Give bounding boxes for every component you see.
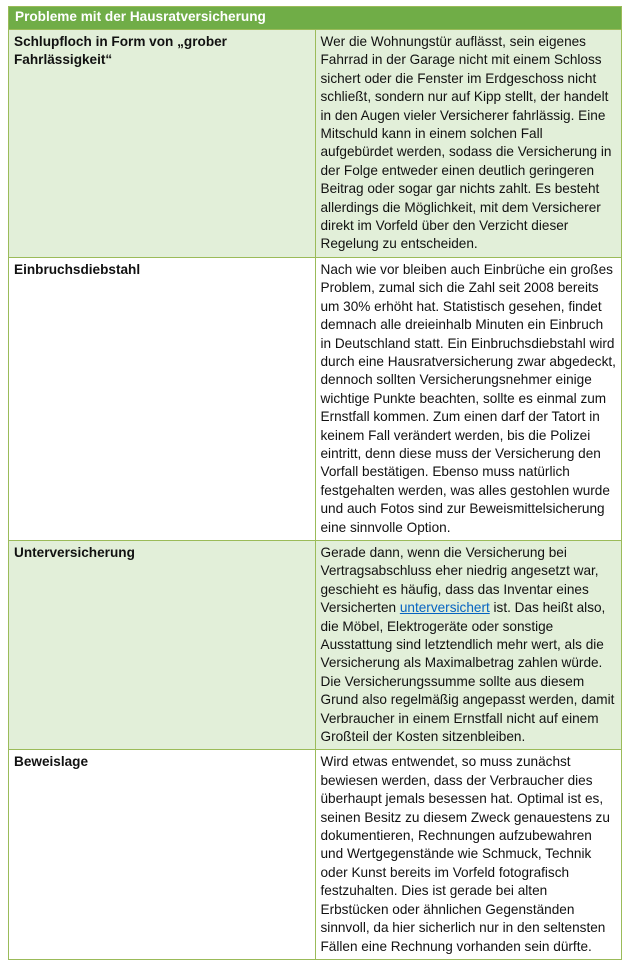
row-label-beweislage: Beweislage bbox=[9, 750, 316, 959]
unterversichert-link[interactable]: unterversichert bbox=[399, 600, 490, 616]
table-row bbox=[9, 540, 622, 749]
insurance-problems-table bbox=[8, 6, 622, 960]
row-text-beweislage: Wird etwas entwendet, so muss zunächst bewiesen werden, dass der Verbraucher dies überhaupt jemals besessen hat. Optimal ist es, seinen Besitz zu diesem Zweck genauestens zu dokumentieren, Rechnungen aufzubewahren und Wertgegenstände wie Schmuck, Technik oder Kunst bereits im Vorfeld fotografisch festzuhalten. Dies ist gerade bei alten Erbstücken oder ähnlichen Gegenständen sinnvoll, da hier sicherlich nur in den seltensten Fällen eine Rechnung vorhanden sein dürfte. bbox=[315, 750, 622, 959]
row-label-einbruchsdiebstahl: Einbruchsdiebstahl bbox=[9, 257, 316, 540]
row-label-unterversicherung: Unterversicherung bbox=[9, 540, 316, 749]
row-text-unterversicherung bbox=[315, 540, 622, 749]
row-label-grobe-fahrlaessigkeit: Schlupfloch in Form von „grober Fahrlässigkeit“ bbox=[9, 30, 316, 258]
table-row bbox=[9, 750, 622, 959]
unterversicherung-text-after: ist. Das heißt also, die Möbel, Elektrogeräte oder sonstige Ausstattung sind letztendlich mehr wert, als die Versicherung als Maximalbetrag zahlen würde. Die Versicherungssumme sollte aus diesem Grund also regelmäßig angepasst werden, damit Verbraucher in einem Ernstfall nicht auf einem Großteil der Kosten sitzenbleiben. bbox=[320, 600, 615, 745]
table-row bbox=[9, 257, 622, 540]
row-text-einbruchsdiebstahl: Nach wie vor bleiben auch Einbrüche ein großes Problem, zumal sich die Zahl seit 2008 bereits um 30% erhöht hat. Statistisch gesehen, findet demnach alle dreieinhalb Minuten ein Einbruch in Deutschland statt. Ein Einbruchsdiebstahl wird durch eine Hausratversicherung zwar abgedeckt, dennoch sollten Versicherungsnehmer einige wichtige Punkte beachten, sollte es einmal zum Ernstfall kommen. Zum einen darf der Tatort in keinem Fall verändert werden, bis die Polizei eintritt, denn diese muss der Versicherung den Vorfall bestätigen. Ebenso muss natürlich festgehalten werden, was alles gestohlen wurde und auch Fotos sind zur Beweismittelsicherung eine sinnvolle Option. bbox=[315, 257, 622, 540]
table-title: Probleme mit der Hausratversicherung bbox=[9, 7, 622, 30]
unterversicherung-text-before: Gerade dann, wenn die Versicherung bei Vertragsabschluss eher niedrig angesetzt war, geschieht es häufig, dass das Inventar eines Versicherten bbox=[320, 544, 599, 616]
row-text-grobe-fahrlaessigkeit: Wer die Wohnungstür auflässt, sein eigenes Fahrrad in der Garage nicht mit einem Schloss sichert oder die Fenster im Erdgeschoss nicht schließt, sondern nur auf Kipp stellt, der handelt in den Augen vieler Versicherer fahrlässig. Eine Mitschuld kann in einem solchen Fall aufgebürdet werden, sodass die Versicherung in der Folge entweder einen deutlich geringeren Beitrag oder sogar gar nichts zahlt. Es besteht allerdings die Möglichkeit, mit dem Versicherer direkt im Vorfeld über den Verzicht dieser Regelung zu entscheiden. bbox=[315, 30, 622, 258]
table-header-row bbox=[9, 7, 622, 30]
table-row bbox=[9, 30, 622, 258]
